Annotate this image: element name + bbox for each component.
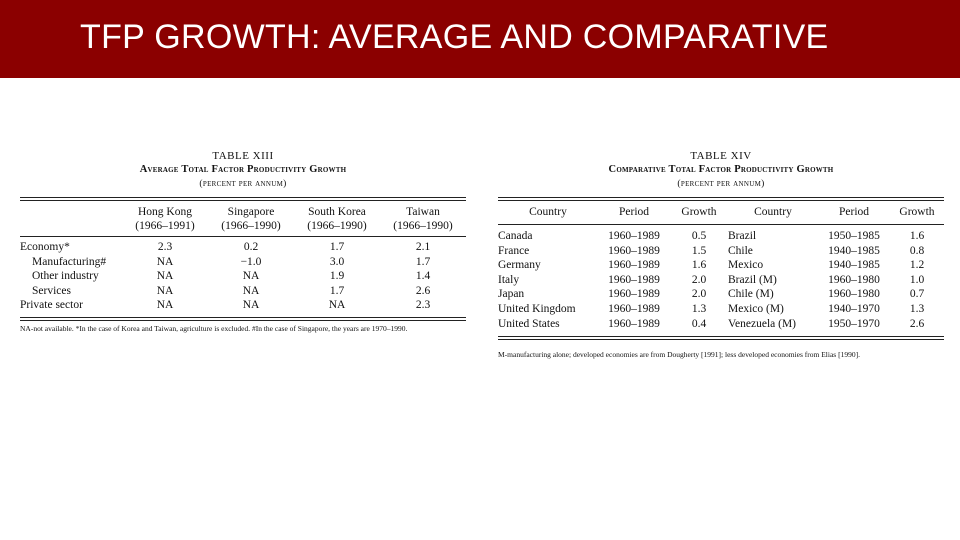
- table-cell: 1950–1970: [828, 317, 880, 330]
- table-cell: NA: [156, 299, 174, 312]
- table-cell: France: [498, 244, 530, 257]
- column-header: Period: [838, 206, 870, 218]
- table-cell: 1.3: [691, 302, 707, 315]
- table-cell: NA: [242, 299, 260, 312]
- table-cell: 2.6: [415, 284, 431, 297]
- table-cell: NA: [156, 270, 174, 283]
- table-cell: 1.6: [691, 259, 707, 272]
- table-14-subtitle: (percent per annum): [677, 179, 765, 189]
- table-cell: 0.7: [909, 288, 925, 301]
- column-header: Hong Kong (1966–1991): [135, 206, 195, 232]
- table-cell: 0.8: [909, 244, 925, 257]
- table-14-bottom-rule: [498, 336, 944, 340]
- table-13-bottom-rule: [20, 317, 466, 321]
- table-14-heading: [498, 149, 944, 191]
- table-row: [498, 287, 944, 302]
- table-13-footnote: NA-not available. *In the case of Korea and Taiwan, agriculture is excluded. #In the case of Singapore, the years are 1970–1990.: [20, 323, 408, 333]
- table-cell: 1940–1985: [828, 259, 880, 272]
- table-cell: 2.6: [909, 317, 925, 330]
- table-cell: Canada: [498, 230, 533, 242]
- table-row: [20, 298, 466, 313]
- column-header: South Korea (1966–1990): [307, 206, 367, 232]
- table-cell: Mexico: [728, 259, 764, 272]
- table-row: [20, 284, 466, 299]
- table-cell: Japan: [498, 288, 525, 301]
- table-cell: 1940–1985: [828, 244, 880, 257]
- row-label: Services: [32, 284, 71, 297]
- table-cell: 1940–1970: [828, 302, 880, 315]
- table-row: [20, 237, 466, 255]
- table-cell: 1.5: [691, 244, 707, 257]
- table-14-number: TABLE XIV: [690, 150, 752, 162]
- table-13-heading: [20, 149, 466, 191]
- table-cell: 2.3: [415, 299, 431, 312]
- table-13-number: TABLE XIII: [212, 150, 274, 162]
- column-header: Period: [618, 206, 650, 218]
- table-cell: 1960–1989: [608, 302, 660, 315]
- table-cell: −1.0: [240, 255, 262, 268]
- table-cell: 3.0: [329, 255, 345, 268]
- table-cell: 0.5: [691, 230, 707, 242]
- table-13-subtitle: (percent per annum): [199, 179, 287, 189]
- table-cell: United Kingdom: [498, 302, 576, 315]
- table-cell: 1.7: [329, 284, 345, 297]
- table-cell: 0.4: [691, 317, 707, 330]
- table-cell: 1.9: [329, 270, 345, 283]
- row-label: Economy*: [20, 241, 70, 253]
- table-14-footnote: M-manufacturing alone; developed economies are from Dougherty [1991]; less developed economies from Elias [1990].: [498, 350, 860, 360]
- table-13-title: Average Total Factor Productivity Growth: [139, 164, 347, 175]
- table-13: [20, 149, 466, 334]
- row-label: Other industry: [32, 270, 99, 283]
- table-cell: NA: [242, 270, 260, 283]
- table-cell: Brazil: [728, 230, 757, 242]
- table-13-body: [20, 237, 466, 313]
- table-cell: Brazil (M): [728, 273, 777, 286]
- column-header: Growth: [899, 206, 935, 218]
- table-cell: 1.7: [329, 241, 345, 253]
- row-label: Manufacturing#: [32, 255, 107, 268]
- table-14-body: [498, 225, 944, 331]
- table-cell: 1.3: [909, 302, 925, 315]
- table-cell: Germany: [498, 259, 541, 272]
- table-cell: 1960–1989: [608, 273, 660, 286]
- table-cell: Chile (M): [728, 288, 774, 301]
- table-row: [20, 255, 466, 270]
- table-cell: Mexico (M): [728, 302, 784, 315]
- table-cell: 1.0: [909, 273, 925, 286]
- row-label: Private sector: [20, 299, 83, 312]
- table-cell: NA: [242, 284, 260, 297]
- table-row: [498, 317, 944, 332]
- table-cell: NA: [156, 284, 174, 297]
- table-row: [498, 258, 944, 273]
- table-row: [498, 244, 944, 259]
- table-cell: 1960–1989: [608, 259, 660, 272]
- table-row: [20, 269, 466, 284]
- table-14-header-row: [498, 201, 944, 224]
- table-13-header-row: [20, 201, 466, 233]
- table-row: [498, 273, 944, 288]
- table-cell: 2.0: [691, 288, 707, 301]
- column-header: Growth: [681, 206, 717, 218]
- table-row: [498, 225, 944, 244]
- table-row: [498, 302, 944, 317]
- table-cell: NA: [156, 255, 174, 268]
- table-cell: 1.6: [909, 230, 925, 242]
- table-cell: 1.7: [415, 255, 431, 268]
- table-cell: 0.2: [243, 241, 259, 253]
- table-13-grid: [20, 201, 466, 233]
- table-cell: Venezuela (M): [728, 317, 797, 330]
- slide-title: TFP GROWTH: AVERAGE AND COMPARATIVE: [80, 18, 829, 56]
- table-14-title: Comparative Total Factor Productivity Growth: [608, 164, 834, 175]
- table-cell: 2.3: [157, 241, 173, 253]
- table-cell: NA: [328, 299, 346, 312]
- table-cell: 2.1: [415, 241, 431, 253]
- table-cell: 1960–1989: [608, 244, 660, 257]
- table-cell: United States: [498, 317, 560, 330]
- title-banner: [0, 0, 960, 78]
- table-cell: 2.0: [691, 273, 707, 286]
- table-cell: 1.4: [415, 270, 431, 283]
- column-header: Taiwan (1966–1990): [393, 206, 453, 232]
- table-cell: 1.2: [909, 259, 925, 272]
- table-cell: 1950–1985: [828, 230, 880, 242]
- table-cell: 1960–1980: [828, 273, 880, 286]
- table-14: [498, 149, 944, 360]
- table-cell: 1960–1980: [828, 288, 880, 301]
- table-cell: 1960–1989: [608, 317, 660, 330]
- column-header: Singapore (1966–1990): [221, 206, 281, 232]
- table-cell: Italy: [498, 273, 520, 286]
- column-header: Country: [754, 206, 792, 218]
- table-cell: 1960–1989: [608, 288, 660, 301]
- table-14-grid: [498, 201, 944, 224]
- table-cell: 1960–1989: [608, 230, 660, 242]
- column-header: Country: [529, 206, 567, 218]
- table-cell: Chile: [728, 244, 753, 257]
